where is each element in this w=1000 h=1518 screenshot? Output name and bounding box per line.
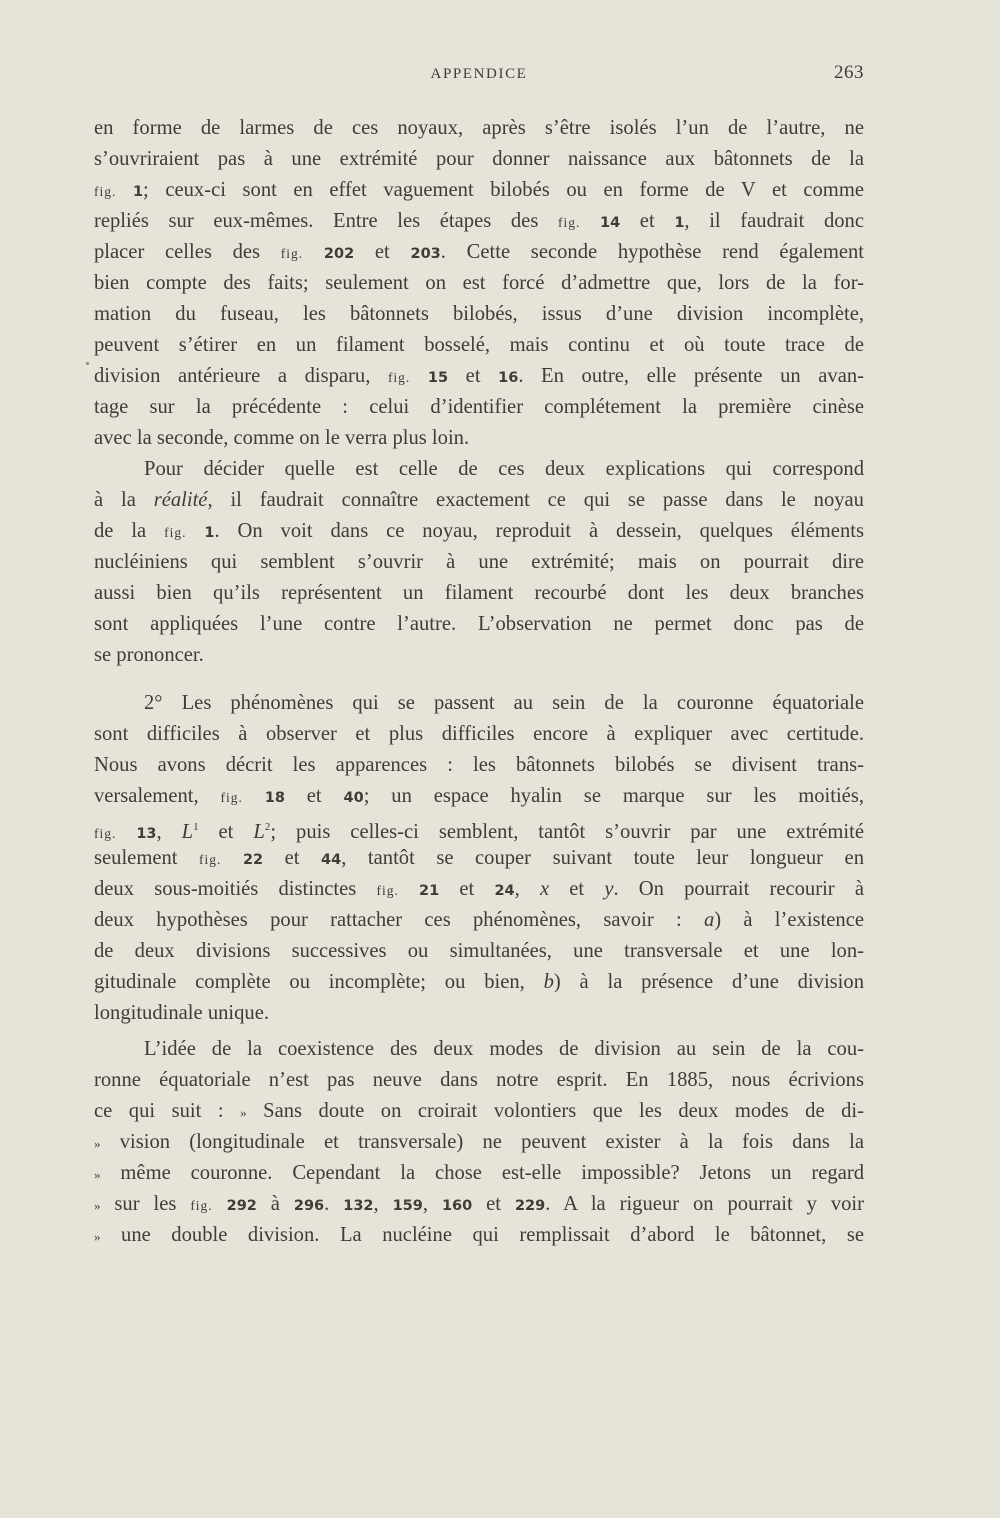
text-run: . On voit dans ce noyau, reproduit à dessein, quelques éléments bbox=[214, 520, 864, 542]
text-run: repliés sur eux-mêmes. Entre les étapes des bbox=[94, 210, 558, 232]
paragraph-2 bbox=[94, 454, 864, 671]
text-line: 2° Les phénomènes qui se passent au sein de la couronne équatoriale bbox=[144, 692, 864, 714]
text-run: versalement, bbox=[94, 785, 221, 807]
text-line: s’ouvriraient pas à une extrémité pour donner naissance aux bâtonnets de la bbox=[94, 148, 864, 170]
figure-number: 1 bbox=[132, 184, 144, 200]
text-run: ; un espace hyalin se marque sur les moitiés, bbox=[363, 785, 864, 807]
text-run: et bbox=[620, 210, 675, 232]
text-line: mation du fuseau, les bâtonnets bilobés, issus d’une division incomplète, bbox=[94, 303, 864, 325]
figure-number: 296 bbox=[293, 1198, 325, 1214]
text-run: ; ceux-ci sont en effet vaguement bilobés ou en forme de V et comme bbox=[143, 179, 864, 201]
text-line: avec la seconde, comme on le verra plus loin. bbox=[94, 427, 470, 449]
running-head bbox=[94, 62, 864, 86]
figure-number: 1 bbox=[204, 525, 215, 541]
figure-number: 21 bbox=[419, 883, 440, 899]
quote-mark: » bbox=[94, 1167, 101, 1182]
figure-number: 18 bbox=[264, 790, 285, 806]
text-line: se prononcer. bbox=[94, 644, 204, 666]
text-line bbox=[94, 1158, 864, 1189]
text-line: nucléiniens qui semblent s’ouvrir à une extrémité; mais on pourrait dire bbox=[94, 551, 864, 573]
figure-number: 292 bbox=[226, 1198, 257, 1214]
text-run: et bbox=[448, 365, 499, 387]
figure-number: 202 bbox=[323, 246, 355, 262]
text-line: Pour décider quelle est celle de ces deux explications qui correspond bbox=[144, 458, 864, 480]
text-line bbox=[94, 874, 864, 905]
text-line bbox=[94, 1189, 864, 1220]
text-run: seulement bbox=[94, 847, 200, 869]
figure-number: 16 bbox=[498, 370, 519, 386]
text-run: vision (longitudinale et transversale) ne peuvent exister à la fois dans la bbox=[100, 1131, 864, 1153]
paragraph-spacer bbox=[94, 671, 864, 688]
figure-ref: fig. bbox=[190, 1198, 213, 1213]
text-run: et bbox=[472, 1193, 515, 1215]
text-line: L’idée de la coexistence des deux modes de division au sein de la cou- bbox=[144, 1038, 864, 1060]
text-line bbox=[94, 967, 864, 998]
text-line: Nous avons décrit les apparences : les bâtonnets bilobés se divisent trans- bbox=[94, 754, 864, 776]
quote-mark: » bbox=[240, 1105, 247, 1120]
figure-ref: fig. bbox=[199, 852, 222, 867]
italic-letter: b bbox=[543, 971, 554, 993]
text-line bbox=[94, 781, 864, 812]
text-run: , bbox=[156, 820, 182, 843]
text-run: et bbox=[439, 878, 495, 900]
text-line bbox=[94, 516, 864, 547]
text-run: . bbox=[324, 1193, 344, 1215]
text-line: tage sur la précédente : celui d’identifier complétement la première cinèse bbox=[94, 396, 864, 418]
text-run: sur les bbox=[100, 1193, 191, 1215]
text-run: deux hypothèses pour rattacher ces phénomènes, savoir : bbox=[94, 909, 704, 931]
text-run: deux sous-moitiés distinctes bbox=[94, 878, 377, 900]
text-line bbox=[94, 812, 864, 843]
superscript: 2 bbox=[264, 821, 271, 833]
figure-ref: fig. bbox=[387, 370, 411, 385]
italic-letter: L bbox=[181, 820, 194, 843]
superscript: 1 bbox=[193, 821, 199, 833]
page-number: 263 bbox=[834, 62, 864, 83]
text-line bbox=[94, 1220, 864, 1251]
figure-ref: fig. bbox=[94, 825, 117, 841]
text-run: , il faudrait donc bbox=[684, 210, 864, 232]
text-run: à la bbox=[94, 489, 154, 511]
figure-ref: fig. bbox=[164, 525, 187, 540]
text-line: sont difficiles à observer et plus difficiles encore à expliquer avec certitude. bbox=[94, 723, 864, 745]
text-run: . On pourrait recourir à bbox=[613, 878, 864, 900]
figure-number: 14 bbox=[599, 215, 621, 231]
text-line: longitudinale unique. bbox=[94, 1002, 270, 1024]
text-line bbox=[94, 485, 864, 516]
figure-number: 160 bbox=[441, 1198, 473, 1214]
figure-ref: fig. bbox=[376, 883, 399, 898]
text-line bbox=[94, 361, 864, 392]
figure-ref: fig. bbox=[94, 184, 117, 199]
text-line: ronne équatoriale n’est pas neuve dans notre esprit. En 1885, nous écrivions bbox=[94, 1069, 864, 1091]
text-line: sont appliquées l’une contre l’autre. L’observation ne permet donc pas de bbox=[94, 613, 864, 635]
figure-number: 132 bbox=[343, 1198, 374, 1214]
text-line: aussi bien qu’ils représentent un filament recourbé dont les deux branches bbox=[94, 582, 864, 604]
margin-dot bbox=[86, 362, 89, 365]
figure-number: 40 bbox=[343, 790, 364, 806]
italic-letter: a bbox=[703, 909, 715, 931]
paragraph-3 bbox=[94, 688, 864, 1029]
text-run: , il faudrait connaître exactement ce qui se passe dans le noyau bbox=[207, 489, 864, 511]
text-run: , bbox=[373, 1193, 393, 1215]
text-run: ) à la présence d’une division bbox=[553, 971, 864, 993]
text-line bbox=[94, 206, 864, 237]
text-run: division antérieure a disparu, bbox=[94, 365, 388, 387]
figure-number: 15 bbox=[427, 370, 449, 386]
figure-number: 13 bbox=[136, 825, 157, 842]
figure-number: 22 bbox=[242, 852, 264, 868]
italic-word: réalité bbox=[153, 489, 208, 511]
text-run: , bbox=[514, 878, 540, 900]
text-run: et bbox=[284, 785, 344, 807]
figure-number: 1 bbox=[674, 215, 685, 231]
text-line: de deux divisions successives ou simultanées, une transversale et une lon- bbox=[94, 940, 864, 962]
paragraph-1 bbox=[94, 113, 864, 454]
figure-ref: fig. bbox=[280, 246, 304, 261]
text-run: à bbox=[256, 1193, 294, 1215]
quote-mark: » bbox=[94, 1136, 101, 1151]
text-run: ) à l’existence bbox=[714, 909, 864, 931]
text-line: bien compte des faits; seulement on est forcé d’admettre que, lors de la for- bbox=[94, 272, 864, 294]
figure-number: 159 bbox=[392, 1198, 423, 1214]
text-run: , tantôt se couper suivant toute leur longueur en bbox=[341, 847, 864, 869]
quote-mark: » bbox=[94, 1198, 101, 1213]
text-line bbox=[94, 175, 864, 206]
text-run: gitudinale complète ou incomplète; ou bien, bbox=[94, 971, 544, 993]
text-run: de la bbox=[94, 520, 165, 542]
italic-letter: y bbox=[604, 878, 614, 900]
text-line bbox=[94, 1127, 864, 1158]
figure-ref: fig. bbox=[220, 790, 243, 805]
text-line bbox=[94, 843, 864, 874]
text-run: et bbox=[549, 878, 605, 900]
text-run: une double division. La nucléine qui remplissait d’abord le bâtonnet, se bbox=[100, 1224, 864, 1246]
italic-letter: L bbox=[253, 820, 265, 843]
figure-number: 44 bbox=[321, 852, 342, 868]
text-run: et bbox=[263, 847, 322, 869]
text-line bbox=[94, 905, 864, 936]
text-line bbox=[94, 237, 864, 268]
figure-ref: fig. bbox=[557, 215, 581, 230]
text-run: . A la rigueur on pourrait y voir bbox=[545, 1193, 865, 1215]
text-run: . En outre, elle présente un avan- bbox=[518, 365, 864, 387]
text-run: même couronne. Cependant la chose est-elle impossible? Jetons un regard bbox=[100, 1162, 864, 1184]
text-run: ; puis celles-ci semblent, tantôt s’ouvrir par une extrémité bbox=[270, 820, 864, 843]
text-run: ce qui suit : bbox=[94, 1100, 241, 1122]
text-run: . Cette seconde hypothèse rend également bbox=[440, 241, 865, 263]
text-run: Sans doute on croirait volontiers que les deux modes de di- bbox=[246, 1100, 864, 1122]
body-text bbox=[94, 113, 864, 1251]
quote-mark: » bbox=[94, 1229, 101, 1244]
text-run: placer celles des bbox=[94, 241, 281, 263]
italic-letter: x bbox=[539, 878, 550, 900]
text-run: et bbox=[198, 820, 254, 843]
figure-number: 203 bbox=[410, 246, 441, 262]
text-line bbox=[94, 1096, 864, 1127]
text-run: et bbox=[354, 241, 411, 263]
figure-number: 24 bbox=[494, 883, 515, 899]
figure-number: 229 bbox=[514, 1198, 546, 1214]
text-line: peuvent s’étirer en un filament bosselé, mais continu et où toute trace de bbox=[94, 334, 864, 356]
running-title: APPENDICE bbox=[430, 66, 528, 82]
text-run: , bbox=[422, 1193, 442, 1215]
text-line: en forme de larmes de ces noyaux, après s’être isolés l’un de l’autre, ne bbox=[94, 117, 864, 139]
paragraph-4 bbox=[94, 1034, 864, 1251]
